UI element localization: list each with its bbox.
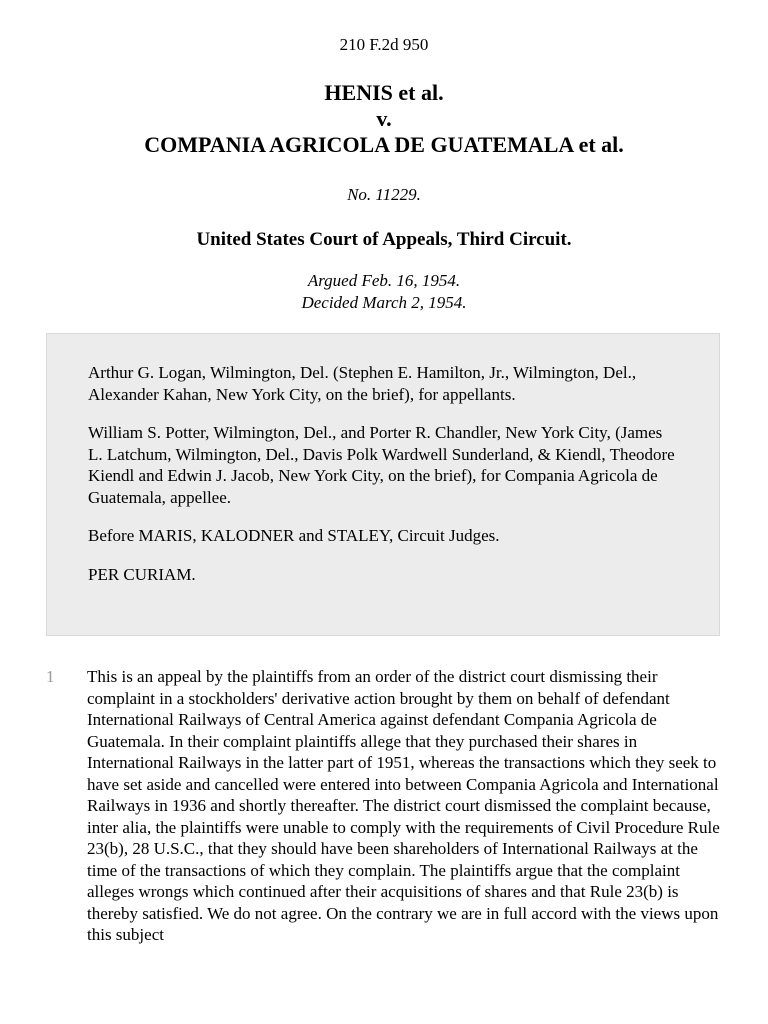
argued-date: Argued Feb. 16, 1954. (307, 271, 461, 290)
caption-versus: v. (376, 106, 392, 131)
case-citation: 210 F.2d 950 (339, 35, 429, 54)
paragraph-number: 1 (46, 667, 55, 686)
counsel-appellants: Arthur G. Logan, Wilmington, Del. (Stephen E. Hamilton, Jr., Wilmington, Del., Alexander Kahan, New York City, on the brief), for appellants. (88, 363, 637, 404)
counsel-panel (46, 333, 720, 636)
case-caption (0, 80, 768, 158)
docket-number: No. 11229. (347, 185, 421, 204)
caption-party-appellants: HENIS et al. (324, 80, 444, 105)
paragraph-text: This is an appeal by the plaintiffs from an order of the district court dismissing their complaint in a stockholders' derivative action brought by them on behalf of defendant International Railways of Central America against defendant Compania Agricola de Guatemala. In their complaint plaintiffs allege that they purchased their shares in International Railways in the latter part of 1951, whereas the transactions which they seek to have set aside and cancelled were entered into between Compania Agricola and International Railways in 1936 and shortly thereafter. The district court dismissed the complaint because, inter alia, the plaintiffs were unable to comply with the requirements of Civil Procedure Rule 23(b), 28 U.S.C., that they should have been shareholders of International Railways at the time of the transactions of which they complain. The plaintiffs argue that the complaint alleges wrongs which continued after their acquisitions of shares and that Rule 23(b) is thereby satisfied. We do not agree. On the contrary we are in full accord with the views upon this subject (87, 667, 720, 944)
case-dates (0, 270, 768, 314)
counsel-appellee: William S. Potter, Wilmington, Del., and Porter R. Chandler, New York City, (James L. Latchum, Wilmington, Del., Davis Polk Wardwell Sunderland, & Kiendl, Theodore Kiendl and Edwin J. Jacob, New York City, on the brief), for Compania Agricola de Guatemala, appellee. (88, 423, 675, 507)
caption-party-appellees: COMPANIA AGRICOLA DE GUATEMALA et al. (144, 132, 624, 157)
decided-date: Decided March 2, 1954. (301, 293, 467, 312)
court-name: United States Court of Appeals, Third Circuit. (196, 229, 572, 250)
panel-judges: Before MARIS, KALODNER and STALEY, Circuit Judges. (88, 526, 500, 545)
per-curiam-label: PER CURIAM. (88, 564, 196, 584)
